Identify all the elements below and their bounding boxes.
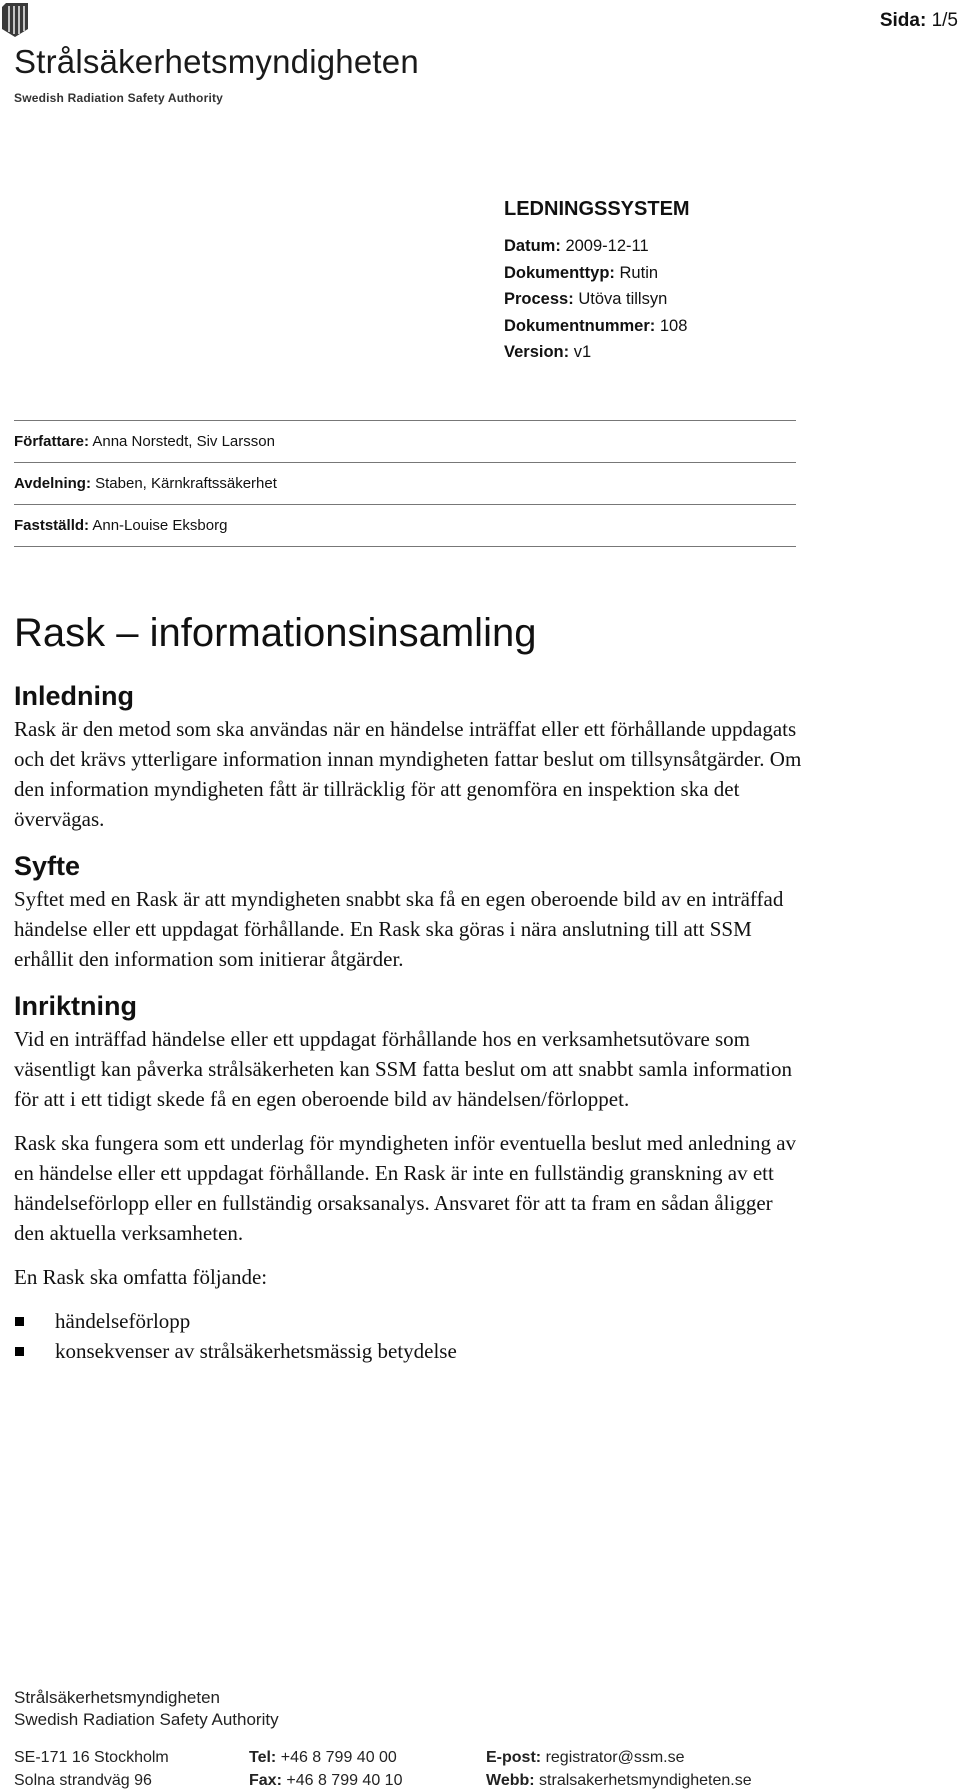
fax-value: +46 8 799 40 10 [286,1772,403,1789]
email-label: E-post: [486,1749,542,1766]
meta-value: Rutin [619,263,659,282]
paragraph: Syftet med en Rask är att myndigheten snabbt ska få en egen oberoende bild av en inträffad händelse eller ett uppdagat förhållande. En Rask ska göras i nära anslutning till att SSM erhållit den information som initierar åtgärder. [14,887,784,971]
meta-value: v1 [573,343,592,361]
meta-doc-number [504,313,690,340]
section-heading: Inriktning [14,991,137,1021]
meta-label: Dokumenttyp: [504,263,615,282]
meta-process [504,286,690,313]
meta-label: Process: [504,290,574,308]
paragraph: Rask är den metod som ska användas när en händelse inträffat eller ett förhållande uppdagats och det krävs ytterligare information innan myndigheten fattar beslut om tillsynsåtgärder. Om den information myndigheten fått är tillräcklig för att genomföra en inspektion ska det övervägas. [14,717,802,831]
section-heading: Syfte [14,851,81,881]
footer-contact [486,1746,752,1792]
ssm-logo-icon [2,3,28,37]
org-name-en: Swedish Radiation Safety Authority [14,91,224,105]
resp-value: Anna Norstedt, Siv Larsson [92,433,275,450]
email-line [486,1746,752,1769]
approved-row [14,504,796,546]
paragraph: Vid en inträffad händelse eller ett uppdagat förhållande hos en verksamhetsutövare som väsentligt kan påverka strålsäkerheten kan SSM fatta beslut om att snabbt samla information för att i ett tidigt skede få en egen oberoende bild av händelsen/förloppet. [14,1027,792,1111]
list-item-text: konsekvenser av strålsäkerhetsmässig betydelse [55,1339,457,1363]
document-body [14,608,804,1366]
author-row [14,420,796,462]
meta-doc-type [504,260,690,287]
web-label: Webb: [486,1772,535,1789]
section-heading: Inledning [14,681,134,711]
footer-phone [249,1746,402,1792]
footer-address [14,1746,169,1792]
page-indicator [880,10,958,32]
tel-line [249,1746,402,1769]
resp-label: Fastställd: [14,517,90,534]
list-item-text: händelseförlopp [55,1309,191,1333]
footer-org-name-en: Swedish Radiation Safety Authority [14,1710,279,1729]
web-line [486,1769,752,1792]
department-row [14,462,796,504]
footer-org-name: Strålsäkerhetsmyndigheten [14,1688,221,1707]
paragraph: En Rask ska omfatta följande: [14,1265,268,1289]
metadata-heading: LEDNINGSSYSTEM [504,198,690,220]
resp-label: Avdelning: [14,475,91,492]
meta-date [504,233,690,260]
responsibility-block [14,420,796,547]
list-item [14,1336,804,1366]
meta-value: 108 [659,316,688,335]
resp-value: Staben, Kärnkraftssäkerhet [95,475,277,492]
page-value: 1/5 [931,10,958,31]
resp-label: Författare: [14,433,90,450]
fax-label: Fax: [249,1772,282,1789]
meta-value: 2009-12-11 [565,237,649,255]
bullet-list [14,1306,804,1366]
address-line: SE-171 16 Stockholm [14,1749,169,1766]
document-title: Rask – informationsinsamling [14,611,537,655]
tel-value: +46 8 799 40 00 [280,1749,397,1766]
resp-value: Ann-Louise Eksborg [92,517,228,534]
email-value: registrator@ssm.se [545,1749,685,1766]
address-line: Solna strandväg 96 [14,1772,152,1789]
fax-line [249,1769,402,1792]
meta-version [504,339,690,366]
document-metadata [504,198,690,366]
meta-label: Version: [504,343,570,361]
meta-label: Datum: [504,237,561,255]
page-label: Sida: [879,10,927,31]
bullet-square-icon [15,1347,24,1356]
bullet-square-icon [15,1317,24,1326]
meta-value: Utöva tillsyn [578,290,668,308]
meta-label: Dokumentnummer: [504,316,656,335]
org-name: Strålsäkerhetsmyndigheten [14,43,419,80]
list-item [14,1306,804,1336]
tel-label: Tel: [249,1749,277,1766]
web-value: stralsakerhetsmyndigheten.se [539,1772,752,1789]
paragraph: Rask ska fungera som ett underlag för myndigheten inför eventuella beslut med anledning av en händelse eller ett uppdagat förhållande. En Rask är inte en fullständig granskning av ett händelseförlopp eller en fullständig orsaksanalys. Ansvaret för att ta fram en sådan åligger den aktuella verksamheten. [14,1131,797,1245]
